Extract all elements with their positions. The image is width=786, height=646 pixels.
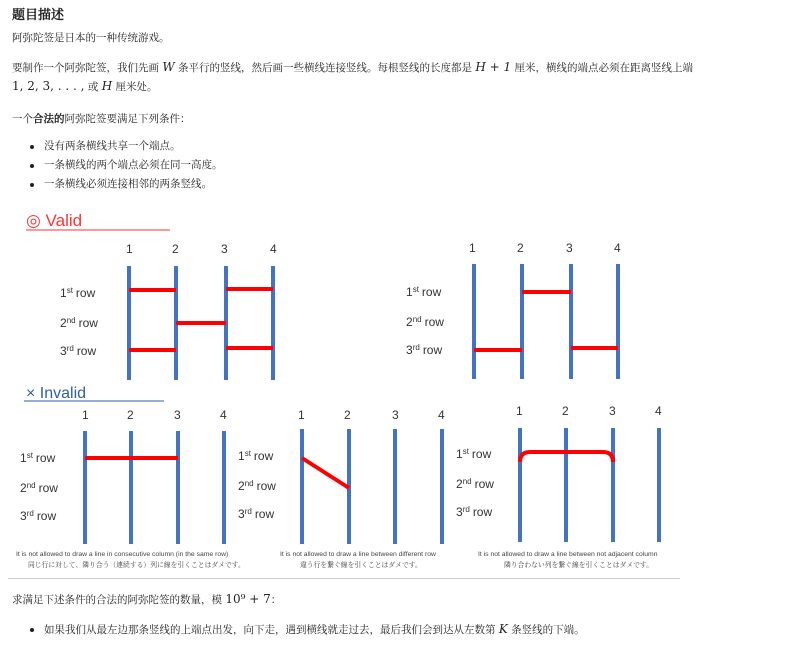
legal-definition: [12, 111, 191, 126]
column-number: 4: [270, 242, 277, 256]
legal-suffix: 阿弥陀签要满足下列条件：: [64, 113, 191, 125]
caption-en: It is not allowed to draw a line between not adjacent column: [478, 551, 658, 558]
sequence-expr: 1, 2, 3, . . . ,: [12, 79, 85, 93]
rules-text-b: 条平行的竖线，然后画一些横线连接竖线。每根竖线的长度都是: [178, 62, 473, 74]
row-label: 2nd row: [456, 477, 494, 491]
task-condition-item: [30, 620, 585, 639]
column-number: 4: [614, 241, 621, 255]
invalid-label: × Invalid: [26, 385, 87, 402]
row-label: 1st row: [406, 285, 442, 299]
conditions-list: [30, 137, 223, 194]
caption-en: It is not allowed to draw a line in consecutive column (in the same row): [16, 551, 229, 558]
invalid-diagram-3: [456, 404, 662, 542]
column-number: 1: [516, 404, 523, 418]
section-title: 题目描述: [12, 8, 65, 23]
modulus-expr: 10⁹ + 7: [225, 592, 271, 606]
column-number: 3: [221, 242, 228, 256]
row-label: 1st row: [456, 447, 492, 461]
column-number: 2: [517, 241, 524, 255]
row-label: 2nd row: [406, 315, 444, 329]
valid-diagram-2: [406, 241, 621, 379]
figure-divider: [8, 578, 680, 579]
column-number: 1: [298, 408, 305, 422]
caption-jp: 隣り合わない列を繋ぐ線を引くことはダメです。: [504, 562, 653, 569]
row-label: 2nd row: [20, 481, 58, 495]
column-number: 2: [562, 404, 569, 418]
row-label: 1st row: [60, 286, 96, 300]
row-label: 3rd row: [20, 509, 57, 523]
rules-paragraph-line2: [12, 79, 158, 94]
diagonal-line: [302, 458, 349, 488]
caption-jp: 違う行を繋ぐ線を引くことはダメです。: [300, 562, 422, 569]
caption-jp: 同じ行に対して、隣り合う（連続する）列に線を引くことはダメです。: [28, 562, 245, 569]
condition-item: 没有两条横线共享一个端点。: [30, 137, 223, 156]
invalid-diagram-2: [238, 408, 445, 544]
row-label: 1st row: [20, 451, 56, 465]
column-number: 4: [655, 404, 662, 418]
column-number: 1: [469, 241, 476, 255]
column-number: 1: [82, 408, 89, 422]
var-h: H: [101, 79, 113, 93]
var-k: K: [498, 622, 508, 636]
var-w: W: [162, 60, 175, 74]
or-word: 或: [87, 81, 99, 93]
final-bullet-b: 条竖线的下端。: [511, 624, 585, 636]
row-label: 3rd row: [406, 343, 443, 357]
rules-text-c: 厘米，横线的端点必须在距离竖线上端: [514, 62, 694, 74]
column-number: 1: [126, 242, 133, 256]
row-label: 3rd row: [238, 507, 275, 521]
legal-keyword: 合法的: [33, 113, 65, 125]
row-label: 2nd row: [60, 316, 98, 330]
legal-prefix: 一个: [12, 113, 33, 125]
column-number: 2: [127, 408, 134, 422]
invalid-diagram-1: [20, 408, 227, 544]
intro-text: 阿弥陀签是日本的一种传统游戏。: [12, 32, 170, 44]
column-number: 2: [172, 242, 179, 256]
row-label: 3rd row: [456, 505, 493, 519]
row-label: 1st row: [238, 449, 274, 463]
task-text-b: ：: [270, 594, 282, 606]
task-statement: [12, 592, 281, 607]
caption-en: It is not allowed to draw a line between different row: [280, 551, 436, 558]
amidakuji-diagram: [8, 206, 688, 578]
row-label: 2nd row: [238, 479, 276, 493]
valid-label: ◎ Valid: [26, 211, 83, 230]
rules-text-a: 要制作一个阿弥陀签，我们先画: [12, 62, 159, 74]
task-conditions-list: [30, 620, 585, 639]
final-bullet-a: 如果我们从最左边那条竖线的上端点出发，向下走，遇到横线就走过去，最后我们会到达从左数第: [44, 624, 496, 636]
task-text-a: 求满足下述条件的合法的阿弥陀签的数量，模: [12, 594, 222, 606]
rules-text-d: 厘米处。: [115, 81, 158, 93]
amidakuji-figure: [8, 206, 688, 578]
column-number: 4: [220, 408, 227, 422]
rules-paragraph-line1: [12, 60, 693, 75]
expr-h-plus-one: H + 1: [475, 60, 512, 74]
condition-item: 一条横线必须连接相邻的两条竖线。: [30, 175, 223, 194]
column-number: 3: [392, 408, 399, 422]
row-label: 3rd row: [60, 344, 97, 358]
column-number: 2: [344, 408, 351, 422]
valid-diagram-1: [60, 242, 277, 380]
column-number: 4: [438, 408, 445, 422]
column-number: 3: [566, 241, 573, 255]
condition-item: 一条横线的两个端点必须在同一高度。: [30, 156, 223, 175]
column-number: 3: [609, 404, 616, 418]
column-number: 3: [174, 408, 181, 422]
